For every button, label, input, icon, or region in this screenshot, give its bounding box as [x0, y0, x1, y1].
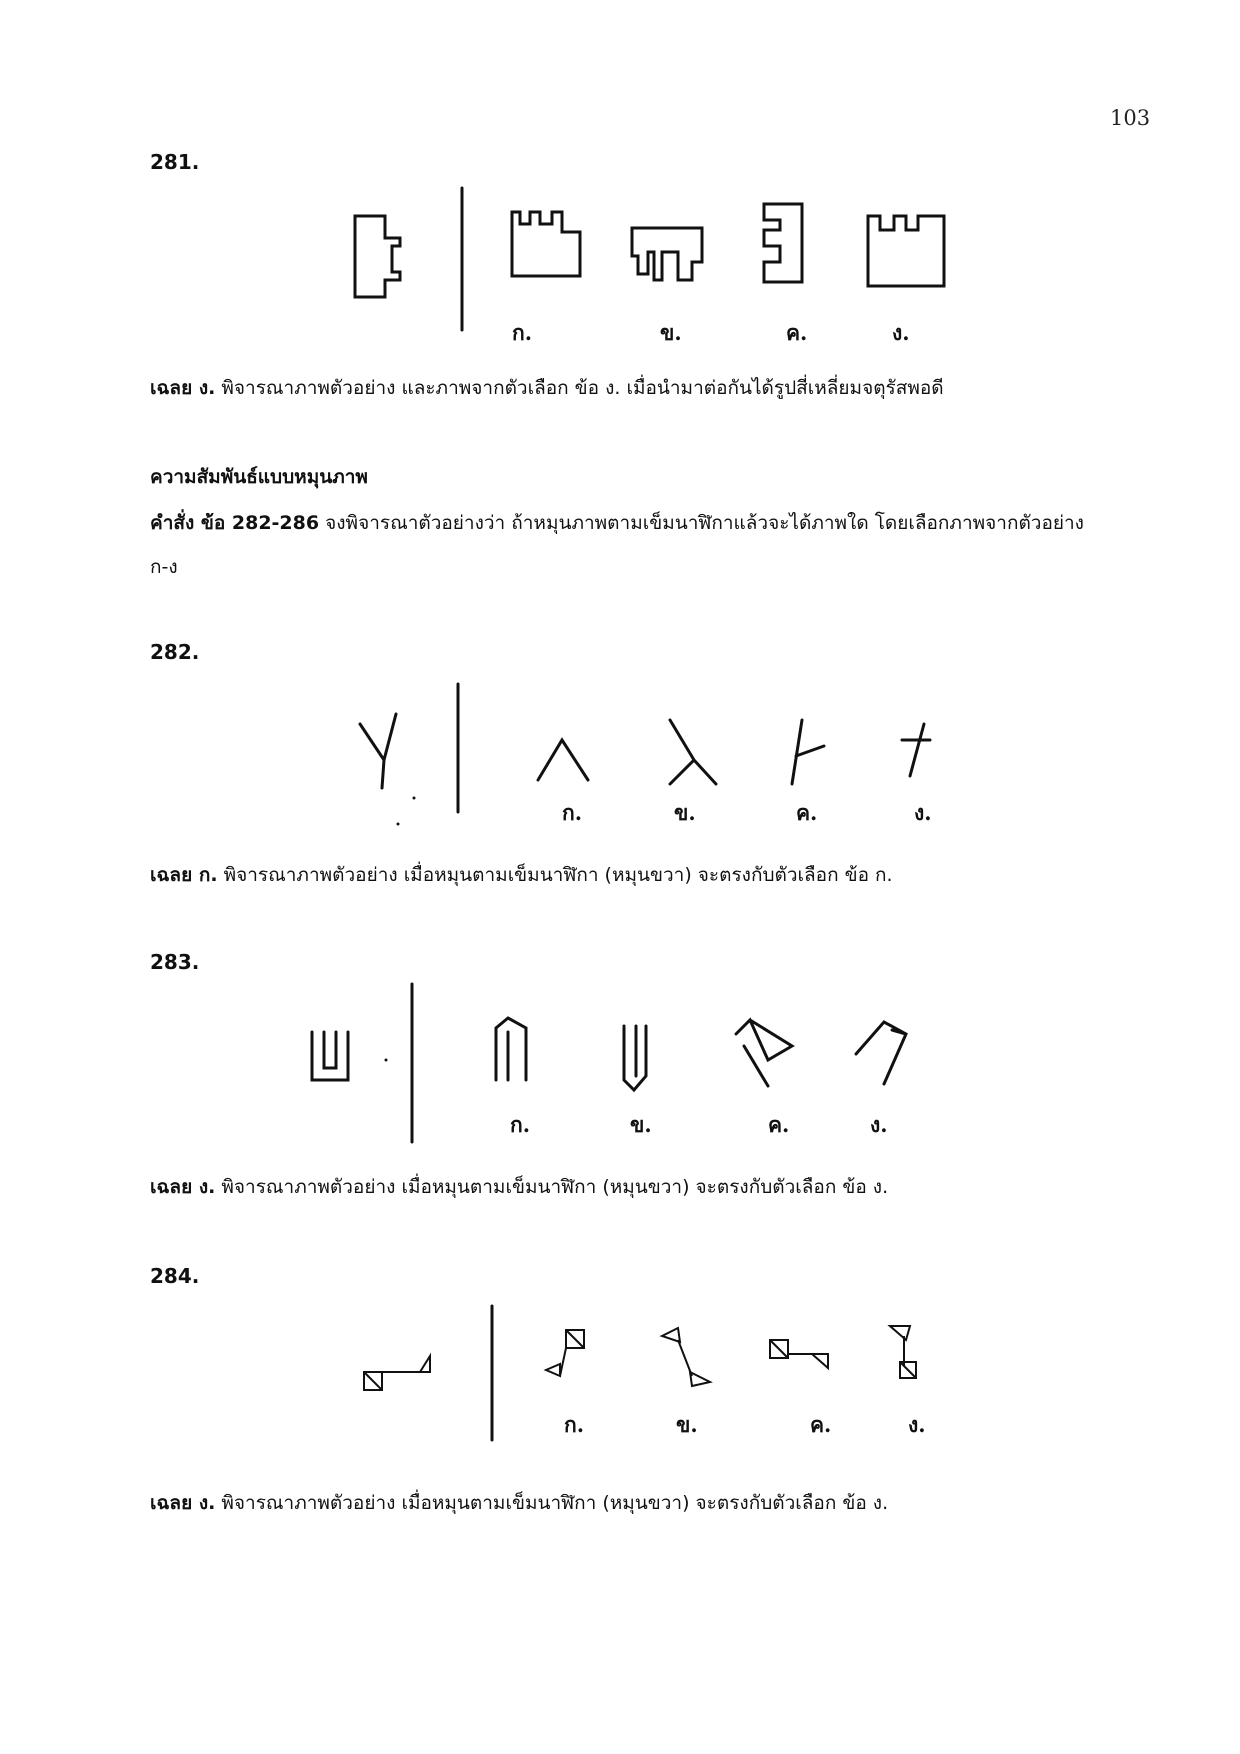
q281-choice-d: ง.: [892, 320, 910, 345]
q283-answer-label: เฉลย ง.: [150, 1176, 216, 1198]
instruction-text: จงพิจารณาตัวอย่างว่า ถ้าหมุนภาพตามเข็มนาฬิกาแล้วจะได้ภาพใด โดยเลือกภาพจากตัวอย่าง: [325, 512, 1084, 534]
section-instruction: [150, 508, 1084, 538]
q283-answer-text: พิจารณาภาพตัวอย่าง เมื่อหมุนตามเข็มนาฬิกา (หมุนขวา) จะตรงกับตัวเลือก ข้อ ง.: [221, 1176, 889, 1198]
question-283-figure: [300, 980, 960, 1150]
question-283-answer: [150, 1172, 888, 1202]
question-282-number: 282.: [150, 640, 200, 664]
q283-choice-a: ก.: [510, 1112, 531, 1137]
q282-answer-label: เฉลย ก.: [150, 864, 218, 886]
q283-choice-c: ค.: [768, 1112, 790, 1137]
question-284-figure: [350, 1300, 970, 1450]
q282-choice-a: ก.: [562, 800, 583, 825]
q284-answer-text: พิจารณาภาพตัวอย่าง เมื่อหมุนตามเข็มนาฬิกา (หมุนขวา) จะตรงกับตัวเลือก ข้อ ง.: [221, 1492, 889, 1514]
question-284-answer: [150, 1488, 888, 1518]
question-281-figure: [340, 180, 960, 350]
q284-choice-a: ก.: [564, 1412, 585, 1437]
question-282-figure: [340, 680, 980, 840]
q284-choice-b: ข.: [676, 1412, 698, 1437]
question-282-answer: [150, 860, 893, 890]
q282-choice-b: ข.: [674, 800, 696, 825]
instruction-label: คำสั่ง ข้อ 282-286: [150, 512, 320, 534]
q282-answer-text: พิจารณาภาพตัวอย่าง เมื่อหมุนตามเข็มนาฬิกา (หมุนขวา) จะตรงกับตัวเลือก ข้อ ก.: [223, 864, 893, 886]
q284-choice-d: ง.: [908, 1412, 926, 1437]
q283-choice-b: ข.: [630, 1112, 652, 1137]
q282-choice-c: ค.: [796, 800, 818, 825]
q281-answer-text: พิจารณาภาพตัวอย่าง และภาพจากตัวเลือก ข้อ ง. เมื่อนำมาต่อกันได้รูปสี่เหลี่ยมจตุรัสพอดี: [221, 377, 944, 399]
q281-choice-a: ก.: [512, 320, 533, 345]
question-283-number: 283.: [150, 950, 200, 974]
section-title: ความสัมพันธ์แบบหมุนภาพ: [150, 466, 368, 488]
q281-answer-label: เฉลย ง.: [150, 377, 216, 399]
page-number: 103: [1110, 106, 1151, 130]
question-281-number: 281.: [150, 150, 200, 174]
section-instruction-continued: ก-ง: [150, 556, 178, 578]
question-284-number: 284.: [150, 1264, 200, 1288]
q283-choice-d: ง.: [870, 1112, 888, 1137]
q281-choice-c: ค.: [786, 320, 808, 345]
q284-answer-label: เฉลย ง.: [150, 1492, 216, 1514]
q282-choice-d: ง.: [914, 800, 932, 825]
q284-choice-c: ค.: [810, 1412, 832, 1437]
q281-choice-b: ข.: [660, 320, 682, 345]
question-281-answer: [150, 373, 944, 403]
